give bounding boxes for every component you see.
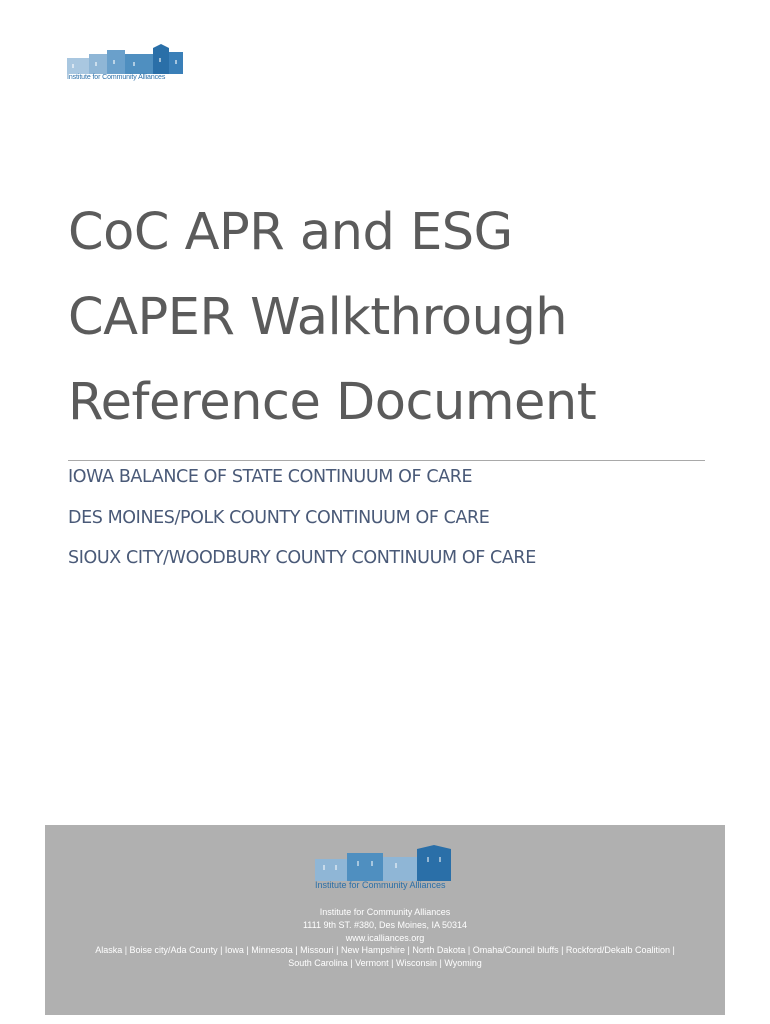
footer-logo-caption: Institute for Community Alliances [315, 880, 446, 890]
footer-org-name: Institute for Community Alliances [319, 907, 451, 917]
footer-contact [45, 906, 725, 970]
subtitle-iowa-bos: IOWA BALANCE OF STATE CONTINUUM OF CARE [68, 467, 473, 487]
subtitle-sioux-city: SIOUX CITY/WOODBURY COUNTY CONTINUUM OF CARE [68, 548, 536, 568]
title-line-1: CoC APR and ESG [68, 203, 513, 262]
title-line-3: Reference Document [68, 373, 597, 432]
subtitle-list [68, 463, 708, 585]
title-line-2: CAPER Walkthrough [68, 288, 568, 347]
ica-logo-buildings-icon [67, 44, 183, 74]
subtitle-des-moines: DES MOINES/POLK COUNTY CONTINUUM OF CARE [68, 507, 490, 528]
title-divider [68, 460, 705, 461]
logo-caption: Institute for Community Alliances [67, 74, 166, 81]
footer-website-link[interactable]: www.icalliances.org [345, 932, 425, 943]
document-title [68, 190, 708, 445]
footer-panel [45, 825, 725, 1015]
footer-state-list: Alaska | Boise city/Ada County | Iowa | Minnesota | Missouri | New Hampshire | North Dakota | Omaha/Council bluffs | Rockford/Dekalb Coalition | South Carolina | Vermont | Wisconsin | Wyoming [95, 945, 675, 969]
footer-address: 1111 9th ST. #380, Des Moines, IA 50314 [302, 919, 468, 930]
footer-logo-buildings-icon [315, 845, 455, 881]
